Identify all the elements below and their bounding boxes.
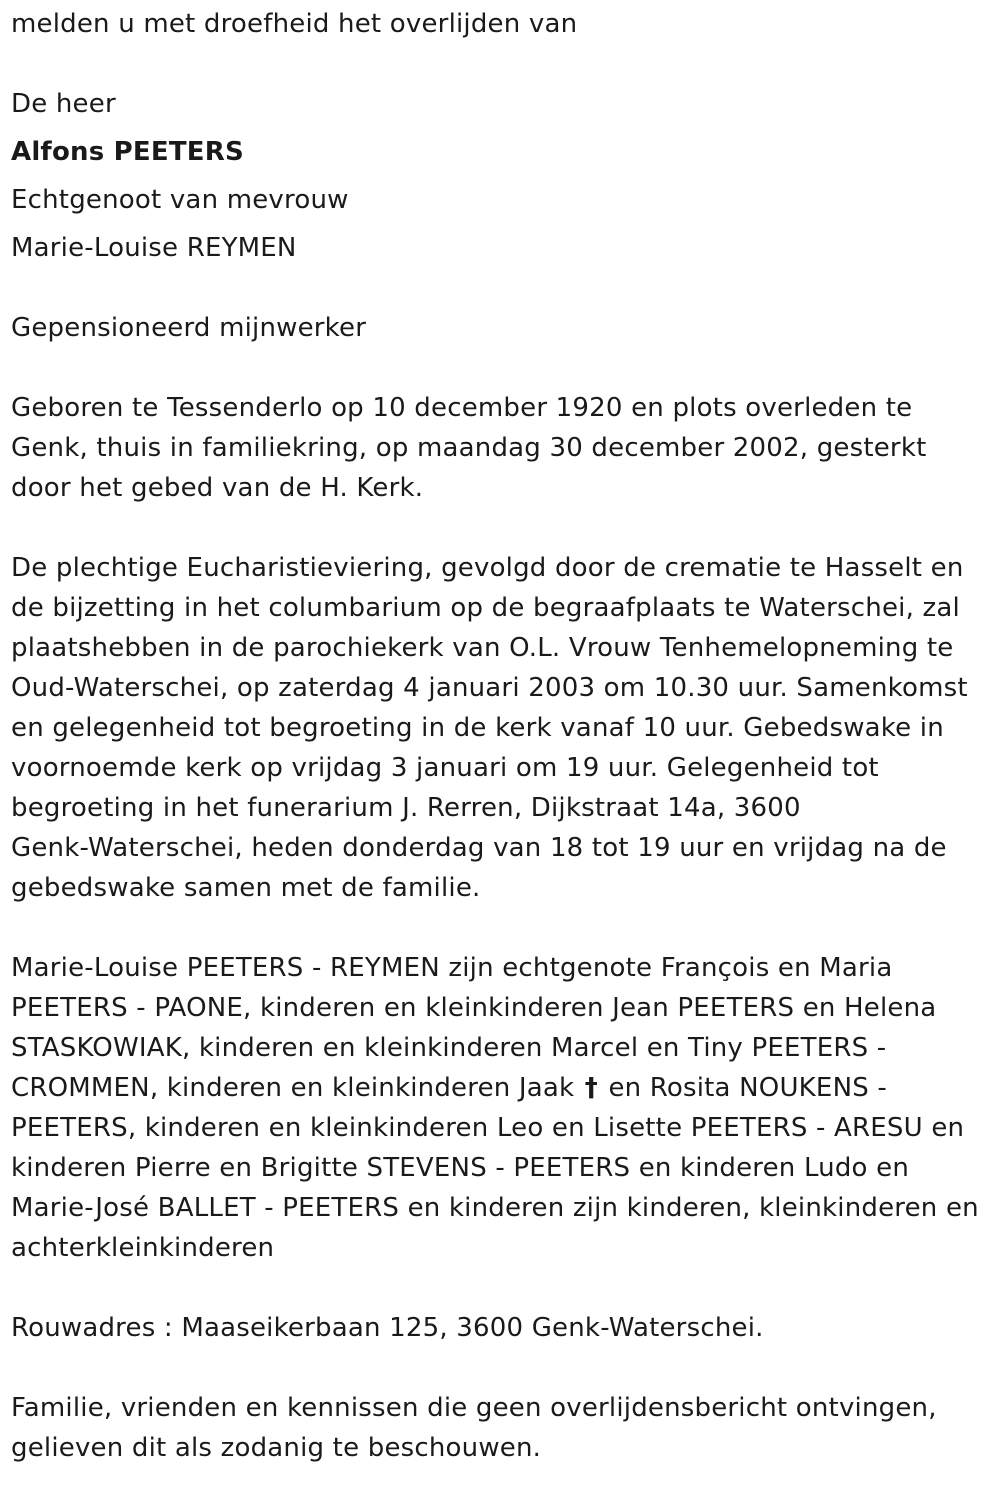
closing-paragraph bbox=[11, 1388, 980, 1468]
address-paragraph bbox=[11, 1308, 980, 1348]
spouse-name-line: Marie-Louise REYMEN bbox=[11, 233, 297, 263]
intro-line: melden u met droefheid het overlijden van bbox=[11, 9, 578, 39]
paragraph-line: Genk-Waterschei, heden donderdag van 18 tot 19 uur en vrijdag na de bbox=[11, 833, 947, 863]
paragraph-line: achterkleinkinderen bbox=[11, 1233, 275, 1263]
paragraph-line: en gelegenheid tot begroeting in de kerk vanaf 10 uur. Gebedswake in bbox=[11, 713, 944, 743]
paragraph-line: Genk, thuis in familiekring, op maandag 30 december 2002, gesterkt bbox=[11, 433, 927, 463]
paragraph-line: door het gebed van de H. Kerk. bbox=[11, 473, 424, 503]
occupation-line: Gepensioneerd mijnwerker bbox=[11, 313, 367, 343]
paragraph-line: gebedswake samen met de familie. bbox=[11, 873, 481, 903]
address-line: Rouwadres : Maaseikerbaan 125, 3600 Genk-Waterschei. bbox=[11, 1313, 764, 1343]
paragraph-line: Oud-Waterschei, op zaterdag 4 januari 2003 om 10.30 uur. Samenkomst bbox=[11, 673, 968, 703]
paragraph-line: Familie, vrienden en kennissen die geen overlijdensbericht ontvingen, bbox=[11, 1393, 937, 1423]
spouse-name bbox=[11, 228, 980, 268]
paragraph-line: gelieven dit als zodanig te beschouwen. bbox=[11, 1433, 542, 1463]
salutation-line: De heer bbox=[11, 89, 116, 119]
paragraph-line: kinderen Pierre en Brigitte STEVENS - PEETERS en kinderen Ludo en bbox=[11, 1153, 910, 1183]
paragraph-line: Marie-Louise PEETERS - REYMEN zijn echtgenote François en Maria bbox=[11, 953, 893, 983]
intro-text bbox=[11, 4, 980, 44]
paragraph-line: Geboren te Tessenderlo op 10 december 1920 en plots overleden te bbox=[11, 393, 913, 423]
paragraph-line: plaatshebben in de parochiekerk van O.L. Vrouw Tenhemelopneming te bbox=[11, 633, 954, 663]
paragraph-line: voornoemde kerk op vrijdag 3 januari om 19 uur. Gelegenheid tot bbox=[11, 753, 879, 783]
family-text-before-cross: CROMMEN, kinderen en kleinkinderen Jaak bbox=[11, 1073, 575, 1103]
paragraph-line: Marie-José BALLET - PEETERS en kinderen zijn kinderen, kleinkinderen en bbox=[11, 1193, 979, 1223]
occupation bbox=[11, 308, 980, 348]
paragraph-line: de bijzetting in het columbarium op de begraafplaats te Waterschei, zal bbox=[11, 593, 960, 623]
paragraph-line-with-cross bbox=[11, 1068, 980, 1108]
deceased-name bbox=[11, 132, 980, 172]
spouse-label-line: Echtgenoot van mevrouw bbox=[11, 185, 349, 215]
family-text-after-cross: en Rosita NOUKENS - bbox=[608, 1073, 887, 1103]
salutation bbox=[11, 84, 980, 124]
spouse-label bbox=[11, 180, 980, 220]
birth-death-paragraph bbox=[11, 388, 980, 508]
family-paragraph bbox=[11, 948, 980, 1268]
paragraph-line: PEETERS, kinderen en kleinkinderen Leo en Lisette PEETERS - ARESU en bbox=[11, 1113, 965, 1143]
ceremony-paragraph bbox=[11, 548, 980, 908]
cross-icon: † bbox=[584, 1073, 598, 1103]
paragraph-line: begroeting in het funerarium J. Rerren, Dijkstraat 14a, 3600 bbox=[11, 793, 801, 823]
deceased-name-line: Alfons PEETERS bbox=[11, 137, 244, 167]
paragraph-line: PEETERS - PAONE, kinderen en kleinkinderen Jean PEETERS en Helena bbox=[11, 993, 937, 1023]
paragraph-line: De plechtige Eucharistieviering, gevolgd door de crematie te Hasselt en bbox=[11, 553, 964, 583]
paragraph-line: STASKOWIAK, kinderen en kleinkinderen Marcel en Tiny PEETERS - bbox=[11, 1033, 887, 1063]
